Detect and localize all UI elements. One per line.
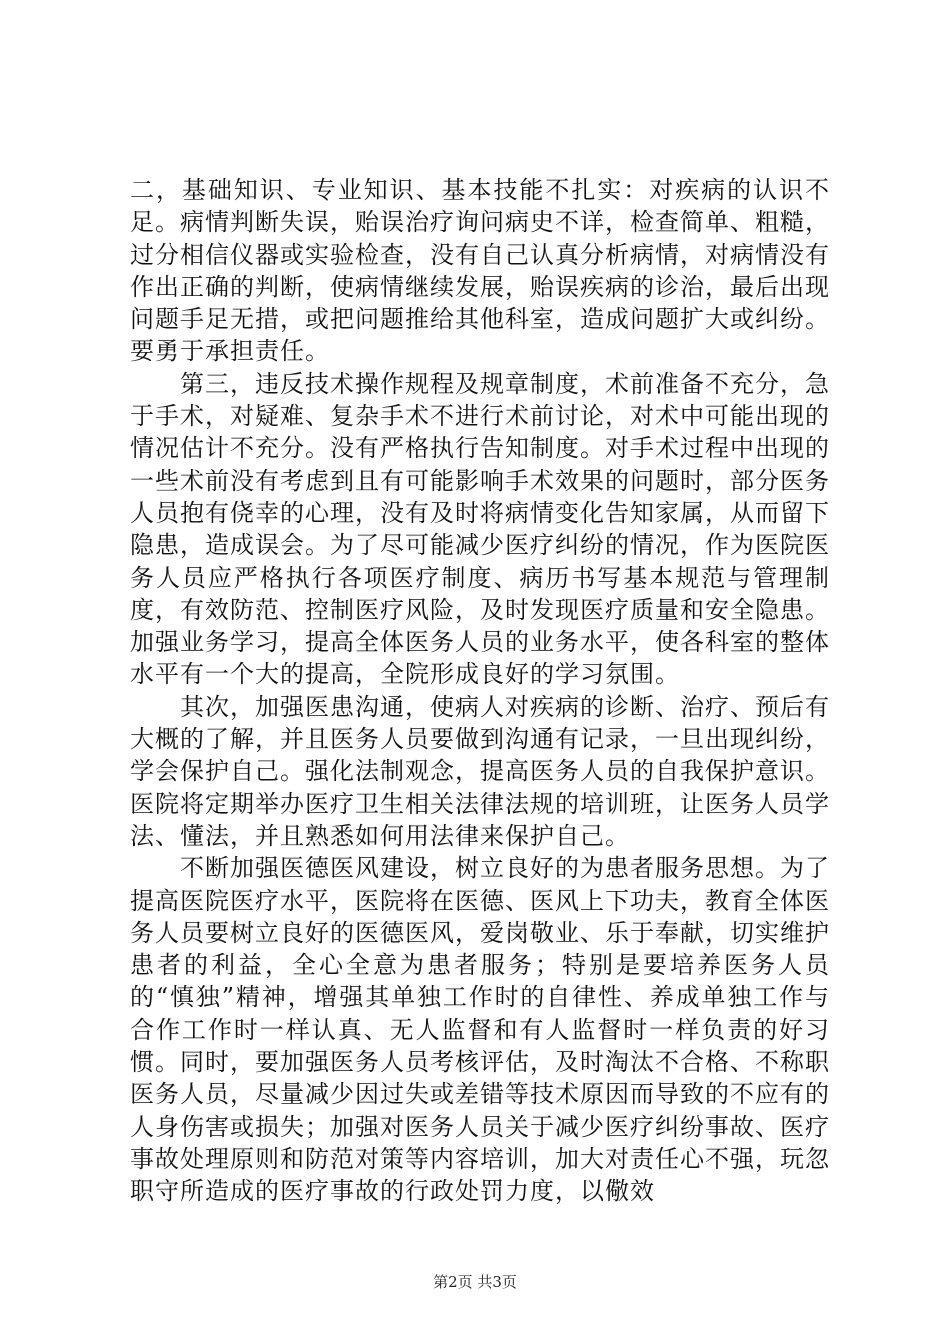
paragraph-3: 其次，加强医患沟通，使病人对疾病的诊断、治疗、预后有大概的了解，并且医务人员要做到沟通有记录，一旦出现纠纷，学会保护自己。强化法制观念，提高医务人员的自我保护意识。医院将定期举办医疗卫生相关法律法规的培训班，让医务人员学法、懂法，并且熟悉如何用法律来保护自己。 bbox=[130, 692, 830, 850]
paragraph-2: 第三，违反技术操作规程及规章制度，术前准备不充分，急于手术，对疑难、复杂手术不进行术前讨论，对术中可能出现的情况估计不充分。没有严格执行告知制度。对手术过程中出现的一些术前没有考虑到且有可能影响手术效果的问题时，部分医务人员抱有侥幸的心理，没有及时将病情变化告知家属，从而留下隐患，造成误会。为了尽可能减少医疗纠纷的情况，作为医院医务人员应严格执行各项医疗制度、病历书写基本规范与管理制度，有效防范、控制医疗风险，及时发现医疗质量和安全隐患。加强业务学习，提高全体医务人员的业务水平，使各科室的整体水平有一个大的提高，全院形成良好的学习氛围。 bbox=[130, 369, 830, 689]
paragraph-4: 不断加强医德医风建设，树立良好的为患者服务思想。为了提高医院医疗水平，医院将在医德、医风上下功夫，教育全体医务人员要树立良好的医德医风，爱岗敬业、乐于奉献，切实维护患者的利益，全心全意为患者服务；特别是要培养医务人员的“慎独”精神，增强其单独工作时的自律性、养成单独工作与合作工作时一样认真、无人监督和有人监督时一样负责的好习惯。同时，要加强医务人员考核评估，及时淘汰不合格、不称职医务人员，尽量减少因过失或差错等技术原因而导致的不应有的人身伤害或损失；加强对医务人员关于减少医疗纠纷事故、医疗事故处理原则和防范对策等内容培训，加大对责任心不强，玩忽职守所造成的医疗事故的行政处罚力度，以儆效 bbox=[130, 854, 830, 1206]
page-number-label: 第2页 共3页 bbox=[433, 1273, 517, 1291]
paragraph-1: 二，基础知识、专业知识、基本技能不扎实：对疾病的认识不足。病情判断失误，贻误治疗询问病史不详，检查简单、粗糙，过分相信仪器或实验检查，没有自己认真分析病情，对病情没有作出正确的判断，使病情继续发展，贻误疾病的诊治，最后出现问题手足无措，或把问题推给其他科室，造成问题扩大或纠纷。要勇于承担责任。 bbox=[130, 176, 830, 366]
page-footer bbox=[0, 1272, 950, 1292]
document-body bbox=[130, 174, 830, 1208]
